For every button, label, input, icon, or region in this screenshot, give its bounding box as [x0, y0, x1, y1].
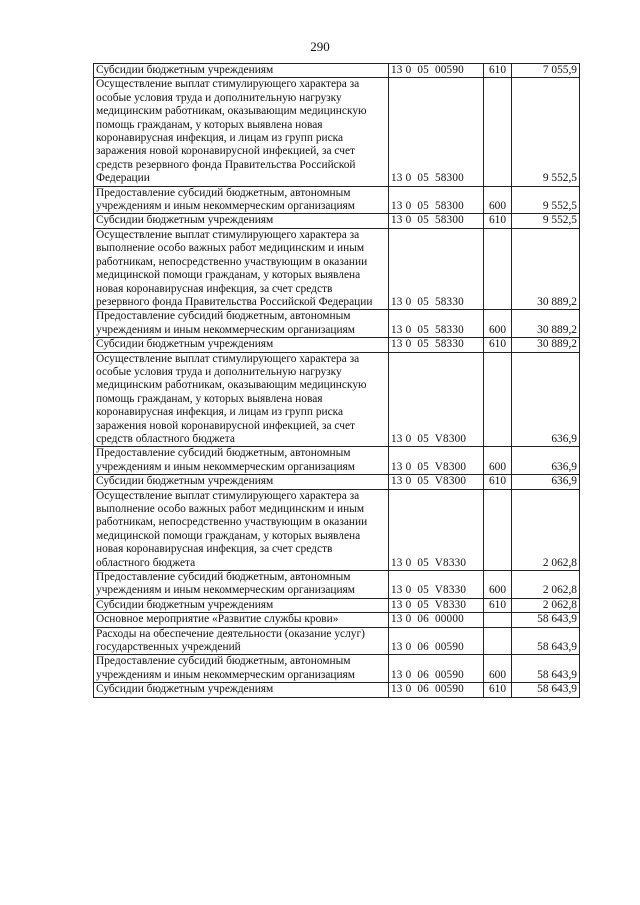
table-row — [94, 447, 580, 475]
row-amount-cell: 9 552,5 — [512, 186, 580, 214]
table-row — [94, 310, 580, 338]
row-code-cell: 13 0 05 V8300 — [389, 475, 484, 489]
row-code-cell: 13 0 05 58330 — [389, 228, 484, 309]
row-amount-cell: 636,9 — [512, 447, 580, 475]
row-name-cell: Субсидии бюджетным учреждениям — [94, 64, 389, 78]
row-expense-type-cell: 600 — [484, 571, 512, 599]
row-name-cell: Субсидии бюджетным учреждениям — [94, 338, 389, 352]
page-number: 290 — [310, 39, 330, 54]
table-row — [94, 598, 580, 612]
row-code-cell: 13 0 05 V8330 — [389, 489, 484, 570]
table-row — [94, 475, 580, 489]
row-amount-cell: 9 552,5 — [512, 214, 580, 228]
table-row — [94, 613, 580, 627]
row-expense-type-cell — [484, 489, 512, 570]
row-name-cell: Предоставление субсидий бюджетным, автономным учреждениям и иным некоммерческим организациям — [94, 571, 389, 599]
row-name-cell: Осуществление выплат стимулирующего характера за особые условия труда и дополнительную нагрузку медицинским работникам, оказывающим медицинскую помощь гражданам, у которых выявлена новая коронавирусная инфекция, и лицам из групп риска заражения новой коронавирусной инфекцией, за счет средств областного бюджета — [94, 352, 389, 447]
row-name-cell: Осуществление выплат стимулирующего характера за выполнение особо важных работ медицинским и иным работникам, непосредственно участвующим в оказании медицинской помощи гражданам, у которых выявлена новая коронавирусная инфекция, за счет средств областного бюджета — [94, 489, 389, 570]
table-row — [94, 214, 580, 228]
row-expense-type-cell — [484, 78, 512, 186]
row-name-cell: Предоставление субсидий бюджетным, автономным учреждениям и иным некоммерческим организациям — [94, 186, 389, 214]
row-expense-type-cell: 600 — [484, 655, 512, 683]
row-name-cell: Основное мероприятие «Развитие службы крови» — [94, 613, 389, 627]
table-row — [94, 78, 580, 186]
row-amount-cell: 58 643,9 — [512, 683, 580, 697]
row-code-cell: 13 0 05 58300 — [389, 214, 484, 228]
table-row — [94, 627, 580, 655]
row-amount-cell: 9 552,5 — [512, 78, 580, 186]
row-code-cell: 13 0 06 00590 — [389, 655, 484, 683]
budget-table — [93, 63, 580, 698]
row-name-cell: Субсидии бюджетным учреждениям — [94, 475, 389, 489]
row-code-cell: 13 0 06 00590 — [389, 627, 484, 655]
row-amount-cell: 636,9 — [512, 352, 580, 447]
row-code-cell: 13 0 05 00590 — [389, 64, 484, 78]
table-row — [94, 64, 580, 78]
row-code-cell: 13 0 06 00000 — [389, 613, 484, 627]
row-code-cell: 13 0 05 V8300 — [389, 447, 484, 475]
row-expense-type-cell: 610 — [484, 214, 512, 228]
row-expense-type-cell: 600 — [484, 310, 512, 338]
row-name-cell: Субсидии бюджетным учреждениям — [94, 598, 389, 612]
table-row — [94, 228, 580, 309]
row-expense-type-cell — [484, 228, 512, 309]
row-name-cell: Предоставление субсидий бюджетным, автономным учреждениям и иным некоммерческим организациям — [94, 310, 389, 338]
row-expense-type-cell: 600 — [484, 447, 512, 475]
row-code-cell: 13 0 05 58330 — [389, 310, 484, 338]
row-expense-type-cell: 610 — [484, 64, 512, 78]
row-expense-type-cell — [484, 613, 512, 627]
row-code-cell: 13 0 05 V8330 — [389, 598, 484, 612]
table-row — [94, 352, 580, 447]
row-expense-type-cell: 610 — [484, 683, 512, 697]
row-name-cell: Предоставление субсидий бюджетным, автономным учреждениям и иным некоммерческим организациям — [94, 655, 389, 683]
row-code-cell: 13 0 06 00590 — [389, 683, 484, 697]
row-amount-cell: 30 889,2 — [512, 228, 580, 309]
row-expense-type-cell — [484, 352, 512, 447]
row-amount-cell: 2 062,8 — [512, 489, 580, 570]
table-row — [94, 571, 580, 599]
row-name-cell: Осуществление выплат стимулирующего характера за выполнение особо важных работ медицинским и иным работникам, непосредственно участвующим в оказании медицинской помощи гражданам, у которых выявлена новая коронавирусная инфекция, за счет средств резервного фонда Правительства Российской Федерации — [94, 228, 389, 309]
row-expense-type-cell: 610 — [484, 598, 512, 612]
row-amount-cell: 58 643,9 — [512, 627, 580, 655]
row-code-cell: 13 0 05 58300 — [389, 186, 484, 214]
row-code-cell: 13 0 05 V8300 — [389, 352, 484, 447]
table-row — [94, 186, 580, 214]
row-code-cell: 13 0 05 V8330 — [389, 571, 484, 599]
row-expense-type-cell: 610 — [484, 338, 512, 352]
row-amount-cell: 30 889,2 — [512, 338, 580, 352]
table-row — [94, 655, 580, 683]
row-expense-type-cell — [484, 627, 512, 655]
row-amount-cell: 636,9 — [512, 475, 580, 489]
row-expense-type-cell: 600 — [484, 186, 512, 214]
row-name-cell: Расходы на обеспечение деятельности (оказание услуг) государственных учреждений — [94, 627, 389, 655]
row-amount-cell: 7 055,9 — [512, 64, 580, 78]
row-code-cell: 13 0 05 58300 — [389, 78, 484, 186]
row-amount-cell: 58 643,9 — [512, 613, 580, 627]
row-name-cell: Предоставление субсидий бюджетным, автономным учреждениям и иным некоммерческим организациям — [94, 447, 389, 475]
row-name-cell: Субсидии бюджетным учреждениям — [94, 683, 389, 697]
table-row — [94, 683, 580, 697]
row-name-cell: Осуществление выплат стимулирующего характера за особые условия труда и дополнительную нагрузку медицинским работникам, оказывающим медицинскую помощь гражданам, у которых выявлена новая коронавирусная инфекция, и лицам из групп риска заражения новой коронавирусной инфекцией, за счет средств резервного фонда Правительства Российской Федерации — [94, 78, 389, 186]
row-name-cell: Субсидии бюджетным учреждениям — [94, 214, 389, 228]
table-row — [94, 489, 580, 570]
row-amount-cell: 58 643,9 — [512, 655, 580, 683]
row-expense-type-cell: 610 — [484, 475, 512, 489]
row-amount-cell: 2 062,8 — [512, 598, 580, 612]
row-amount-cell: 30 889,2 — [512, 310, 580, 338]
row-amount-cell: 2 062,8 — [512, 571, 580, 599]
row-code-cell: 13 0 05 58330 — [389, 338, 484, 352]
table-row — [94, 338, 580, 352]
